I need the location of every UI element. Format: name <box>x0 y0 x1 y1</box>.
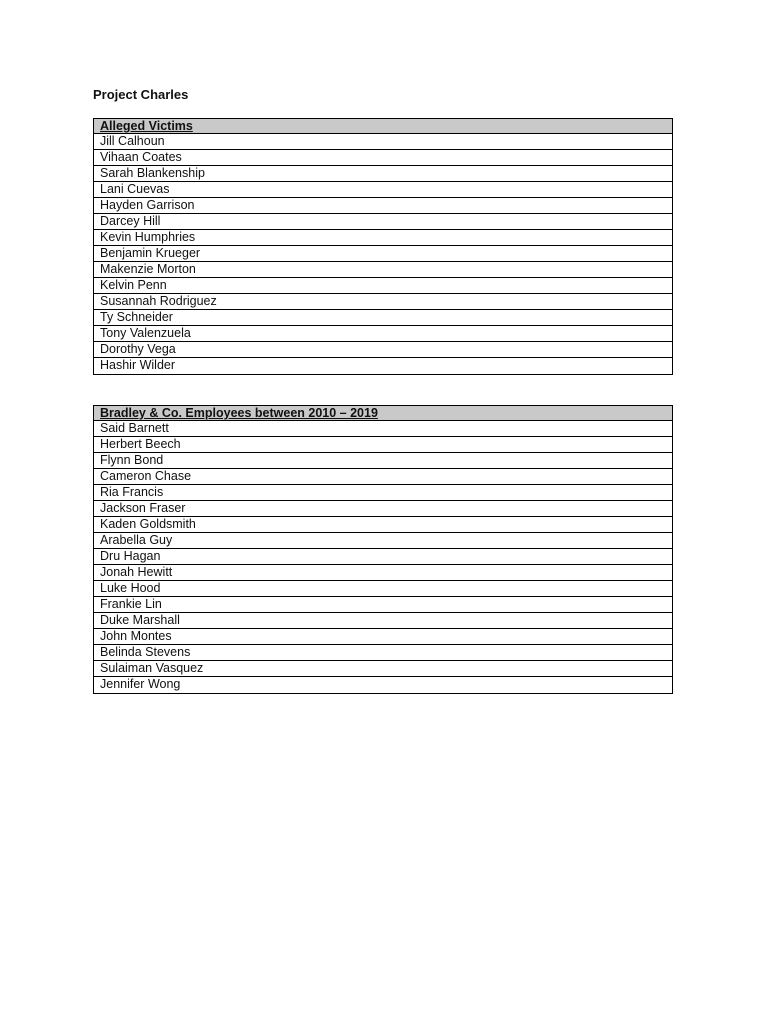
table-row: Vihaan Coates <box>94 150 672 166</box>
table-row: Duke Marshall <box>94 613 672 629</box>
table-row: Jackson Fraser <box>94 501 672 517</box>
employees-table <box>93 405 673 694</box>
table-row: Herbert Beech <box>94 437 672 453</box>
table-header <box>94 119 672 134</box>
table-row: Makenzie Morton <box>94 262 672 278</box>
table-row: Dru Hagan <box>94 549 672 565</box>
table-row: Lani Cuevas <box>94 182 672 198</box>
table-row: Tony Valenzuela <box>94 326 672 342</box>
table-row: Benjamin Krueger <box>94 246 672 262</box>
table-row: Arabella Guy <box>94 533 672 549</box>
table-row: Sulaiman Vasquez <box>94 661 672 677</box>
table-row: Hashir Wilder <box>100 358 176 372</box>
table-row: Cameron Chase <box>94 469 672 485</box>
table-row: Hayden Garrison <box>94 198 672 214</box>
table-row: Susannah Rodriguez <box>94 294 672 310</box>
table-row: Ria Francis <box>94 485 672 501</box>
table-header <box>94 406 672 421</box>
table-row: Jill Calhoun <box>94 134 672 150</box>
alleged-victims-table <box>93 118 673 375</box>
table-row: Ty Schneider <box>94 310 672 326</box>
table-row: Belinda Stevens <box>94 645 672 661</box>
table-row: Sarah Blankenship <box>94 166 672 182</box>
table-row: Kelvin Penn <box>94 278 672 294</box>
table-header-label: Alleged Victims <box>100 119 193 133</box>
table-row: Frankie Lin <box>94 597 672 613</box>
table-row: Said Barnett <box>94 421 672 437</box>
table-header-label: Bradley & Co. Employees between 2010 – 2019 <box>100 406 378 420</box>
table-row: Luke Hood <box>94 581 672 597</box>
table-row: Darcey Hill <box>94 214 672 230</box>
table-row: Dorothy Vega <box>94 342 672 358</box>
table-row: John Montes <box>94 629 672 645</box>
document-title: Project Charles <box>93 87 189 102</box>
table-row: Kevin Humphries <box>94 230 672 246</box>
table-row: Kaden Goldsmith <box>94 517 672 533</box>
table-row: Flynn Bond <box>94 453 672 469</box>
table-row: Jonah Hewitt <box>94 565 672 581</box>
table-row: Jennifer Wong <box>100 677 181 691</box>
